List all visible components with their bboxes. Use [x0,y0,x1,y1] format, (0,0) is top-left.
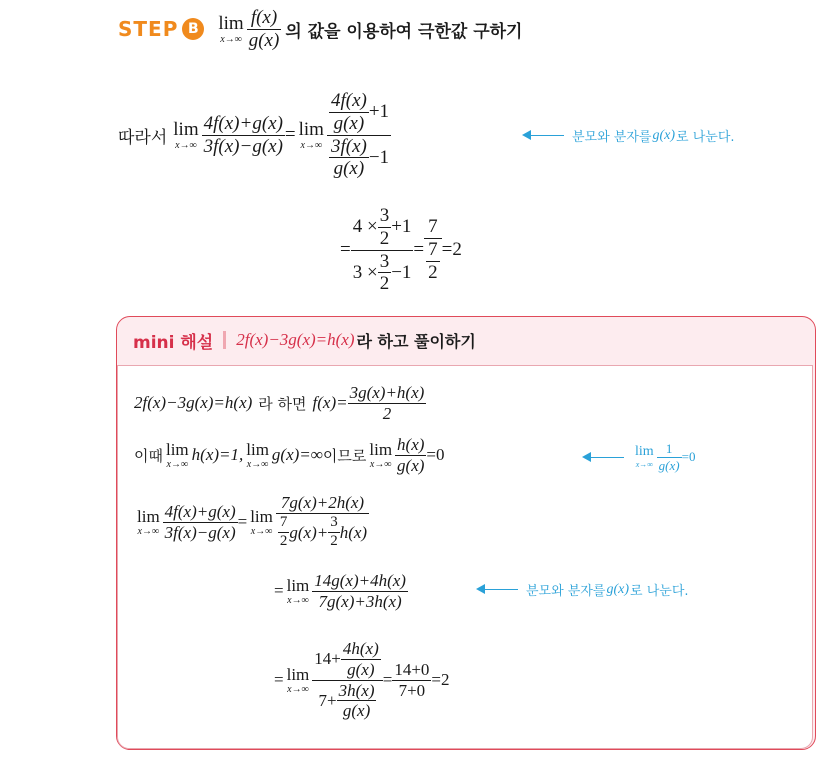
mini-header [133,327,476,353]
complex-fraction: 4 × $\frac{3}{2}$ +1 3 × $\frac{3}{2}$ −1 [352,204,412,295]
mini-title-math: 2f(x)−3g(x)=h(x) [236,330,355,349]
divider [223,331,226,349]
complex-fraction: $\frac{4f(x)}{g(x)}$ +1 $\frac{3f(x)}{g(x)}$ −1 [327,91,391,180]
side-note-divide: 분모와 분자를 g(x) 로 나눈다. [524,126,735,145]
side-note-divide-2: 분모와 분자를 g(x) 로 나눈다. [478,580,689,599]
mini-solution-box [116,316,816,750]
side-note-limit: lim x→∞ $\frac{1}{g(x)}$ =0 [584,442,695,472]
lim-operator: lim x→∞ [173,118,199,151]
mini-line-1: 2f(x)−3g(x)=h(x) 라 하면 f(x)= $\frac{3g(x)+h(x)}{2}$ [134,382,425,423]
equals: = [284,124,296,145]
fraction: $\frac{4f(x)}{g(x)}$ [330,89,367,134]
step-label: STEP [118,17,179,41]
mini-body [117,365,813,749]
mini-title-text: 라 하고 풀이하기 [356,331,476,351]
fraction: $\frac{4f(x)+g(x)}{3f(x)-g(x)}$ [203,112,283,157]
therefore-word: 따라서 [118,127,168,148]
left-arrow-icon [478,589,518,590]
mini-line-2: 이때 lim x→∞ h(x)=1, lim x→∞ g(x)=∞ 이므로 lim x→∞ $\frac{h(x)}{g(x)}$ =0 [134,434,445,475]
equals: = [413,239,425,260]
lim-operator: lim x→∞ [218,12,244,45]
fraction: $\frac{7}{\frac{7}{2}}$ [424,217,442,283]
mini-line-4: = lim x→∞ $\frac{14g(x)+4h(x)}{7g(x)+3h(x)}$ [274,570,406,611]
step-heading [118,4,522,54]
left-arrow-icon [524,135,564,136]
fraction: $\frac{3f(x)}{g(x)}$ [330,135,367,180]
derivation-line-2 [340,204,462,296]
step-heading-text: 의 값을 이용하여 극한값 구하기 [285,21,523,42]
lim-operator: lim x→∞ [298,118,324,151]
mini-label: mini 해설 [133,332,214,353]
left-arrow-icon [584,457,624,458]
fraction: $\frac{f(x)}{g(x)}$ [248,6,280,51]
mini-line-5: = lim x→∞ 14+ $\frac{4h(x)}{g(x)}$ 7+ $\frac{3h(x)}{g(x)}$ = $\frac{14+0}{7+0}$ =2 [274,638,450,721]
step-badge: B [182,18,204,40]
equals: = [340,239,351,260]
derivation-line-1 [118,70,391,200]
result: =2 [441,239,462,260]
mini-line-3: lim x→∞ $\frac{4f(x)+g(x)}{3f(x)-g(x)}$ = lim x→∞ 7g(x)+2h(x) $\frac{7}{2}$ g(x)+ $\frac{3}{2}$ h(x) [137,493,368,549]
